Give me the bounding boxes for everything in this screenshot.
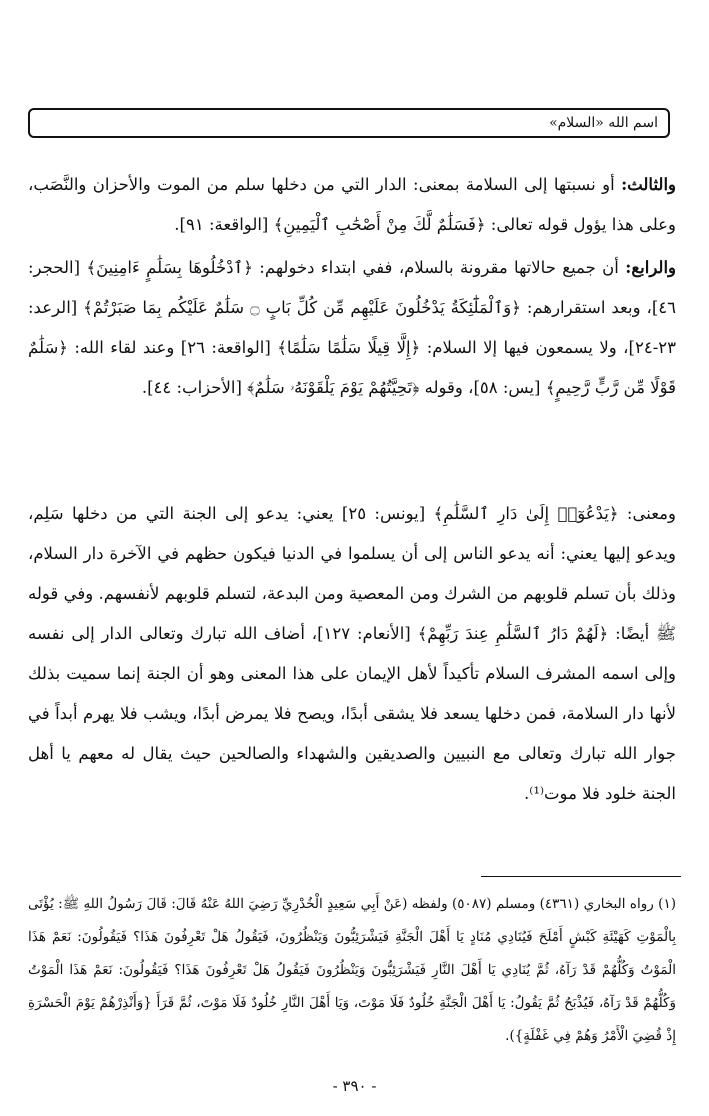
paragraph-lead: والرابع: — [625, 258, 676, 277]
footnote-divider — [481, 876, 681, 877]
paragraph-text: ومعنى: ﴿يَدْعُوٓا۟ إِلَىٰ دَارِ ٱلسَّلَٰمِ﴾ [يونس: ٢٥] يعني: يدعو إلى الجنة التي من دخلها سَلِم، ويدعو إليها يعني: أنه يدعو الناس إلى أن يسلموا في الدنيا فيكون حظهم في الآخرة دار السلام، وذلك بأن تسلم قلوبهم من الشرك ومن المعصية ومن البدعة، لتسلم قلوبهم لأنفسهم. وفي قوله ﷺ أيضًا: ﴿لَهُمْ دَارُ ٱلسَّلَٰمِ عِندَ رَبِّهِمْ﴾ [الأنعام: ١٢٧]، أضاف الله تبارك وتعالى الدار إلى نفسه وإلى اسمه المشرف السلام تأكيداً لأهل الإيمان على هذا المعنى وهو أن الجنة إنما سميت بذلك لأنها دار السلامة، فمن دخلها يسعد فلا يشقى أبدًا، ويصح فلا يمرض أبدًا، ويشب فلا يهرم أبداً في جوار الله تبارك وتعالى مع النبيين والصديقين والشهداء والصالحين حيث يقال له معهم يا أهل الجنة خلود فلا موت⁽¹⁾. — [28, 504, 676, 803]
paragraph-fourth — [28, 248, 676, 408]
paragraph-meaning — [28, 494, 676, 814]
header-title: اسم الله «السلام» — [549, 115, 658, 131]
paragraph-text: أو نسبتها إلى السلامة بمعنى: الدار التي من دخلها سلم من الموت والأحزان والنَّصَب، وعلى هذا يؤول قوله تعالى: ﴿فَسَلَٰمٌ لَّكَ مِنْ أَصْحَٰبِ ٱلْيَمِينِ﴾ [الواقعة: ٩١]. — [28, 175, 676, 234]
footnote: (١) رواه البخاري (٤٣٦١) ومسلم (٥٠٨٧) ولفظه (عَنْ أَبِي سَعِيدٍ الْخُدْرِيِّ رَضِيَ اللهُ عَنْهُ قَالَ: قَالَ رَسُولُ اللهِ ﷺ: يُؤْتَى بِالْمَوْتِ كَهَيْئَةِ كَبْشٍ أَمْلَحَ فَيُنَادِي مُنَادٍ يَا أَهْلَ الْجَنَّةِ فَيَشْرَئِبُّونَ وَيَنْظُرُونَ، فَيَقُولُ هَلْ تَعْرِفُونَ هَذَا؟ فَيَقُولُونَ: نَعَمْ هَذَا الْمَوْتُ وَكُلُّهُمْ قَدْ رَآهُ، ثُمَّ يُنَادِي يَا أَهْلَ النَّارِ فَيَشْرَئِبُّونَ وَيَنْظُرُونَ فَيَقُولُ هَلْ تَعْرِفُونَ هَذَا؟ فَيَقُولُونَ: نَعَمْ هَذَا الْمَوْتُ وَكُلُّهُمْ قَدْ رَآهُ، فَيُذْبَحُ ثُمَّ يَقُولُ: يَا أَهْلَ الْجَنَّةِ خُلُودٌ فَلَا مَوْتَ، وَيَا أَهْلَ النَّارِ خُلُودٌ فَلَا مَوْتَ، ثُمَّ قَرَأَ {وَأَنْذِرْهُمْ يَوْمَ الْحَسْرَةِ إِذْ قُضِيَ الْأَمْرُ وَهُمْ فِي غَفْلَةٍ}). — [28, 896, 676, 1044]
page-number: - ٣٩٠ - — [332, 1077, 377, 1095]
running-header — [28, 108, 670, 138]
paragraph-text: أن جميع حالاتها مقرونة بالسلام، ففي ابتداء دخولهم: ﴿ٱدْخُلُوهَا بِسَلَٰمٍ ءَامِنِينَ﴾ [الحجر: ٤٦]، وبعد استقرارهم: ﴿وَٱلْمَلَٰٓئِكَةُ يَدْخُلُونَ عَلَيْهِم مِّن كُلِّ بَابٍ ۝ سَلَٰمٌ عَلَيْكُم بِمَا صَبَرْتُمْ﴾ [الرعد: ٢٣-٢٤]، ولا يسمعون فيها إلا السلام: ﴿إِلَّا قِيلًا سَلَٰمًا سَلَٰمًا﴾ [الواقعة: ٢٦] وعند لقاء الله: ﴿سَلَٰمٌ قَوْلًا مِّن رَّبٍّ رَّحِيمٍ﴾ [يس: ٥٨]، وقوله ﴿تَحِيَّتُهُمْ يَوْمَ يَلْقَوْنَهُۥ سَلَٰمٌ﴾ [الأحزاب: ٤٤]. — [28, 258, 676, 397]
paragraph-lead: والثالث: — [621, 175, 676, 194]
paragraph-third — [28, 165, 676, 245]
